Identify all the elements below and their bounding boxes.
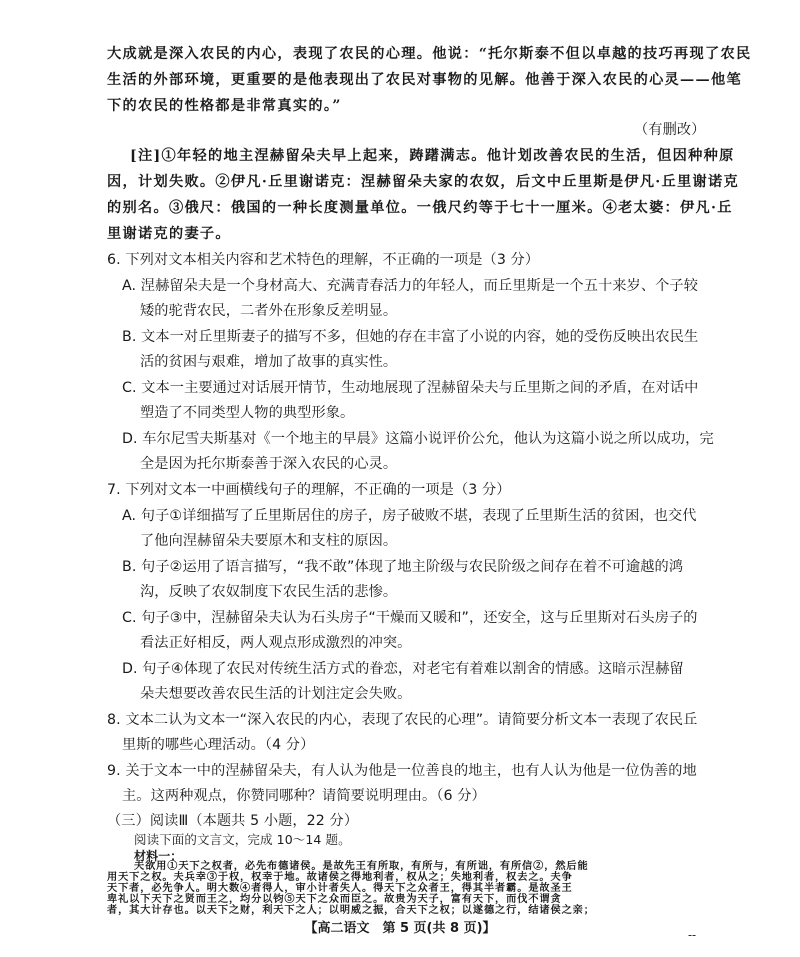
q6-option-d-cont: 全是因为托尔斯泰善于深入农民的心灵。 — [140, 456, 398, 472]
intro-line-3: 下的农民的性格都是非常真实的。” — [107, 98, 342, 114]
q6-option-b-cont: 活的贫困与艰难，增加了故事的真实性。 — [140, 354, 398, 370]
q6-option-d: D. 车尔尼雪夫斯基对《一个地主的早晨》这篇小说评价公允，他认为这篇小说之所以成功，完 — [122, 431, 714, 447]
q7-option-b: B. 句子②运用了语言描写，“我不敢”体现了地主阶级与农民阶级之间存在着不可逾越的鸿 — [122, 559, 684, 575]
classical-line-2: 用天下之权。夫兵幸③于权，权幸于地。故诸侯之得地利者，权从之；失地利者，权去之。夫争 — [107, 871, 573, 883]
q8-line-1: 8. 文本二认为文本一“深入农民的内心，表现了农民的心理”。请简要分析文本一表现了农民丘 — [107, 712, 698, 728]
q7-option-d-cont: 朵夫想要改善农民生活的计划注定会失败。 — [140, 686, 412, 702]
q6-option-b: B. 文本一对丘里斯妻子的描写不多，但她的存在丰富了小说的内容，她的受伤反映出农民生 — [122, 329, 699, 345]
q7-option-d: D. 句子④体现了农民对传统生活方式的眷恋，对老宅有着难以割舍的情感。这暗示涅赫留 — [122, 661, 684, 677]
q7-option-c-cont: 看法正好相反，两人观点形成激烈的冲突。 — [140, 635, 412, 651]
classical-line-1: 夫欲用①天下之权者，必先布德诸侯。是故先王有所取，有所与，有所诎，有所信②，然后能 — [134, 860, 589, 872]
section3-instruction: 阅读下面的文言文，完成 10～14 题。 — [134, 832, 351, 847]
note-line-4: 里谢诺克的妻子。 — [107, 226, 231, 242]
q7-option-b-cont: 沟，反映了农奴制度下农民生活的悲惨。 — [140, 584, 398, 600]
intro-line-2: 生活的外部环境，更重要的是他表现出了农民对事物的见解。他善于深入农民的心灵——他笔 — [107, 72, 742, 88]
q7-stem: 7. 下列对文本一中画横线句子的理解，不正确的一项是（3 分） — [107, 482, 511, 498]
classical-line-4: 卑礼以下天下之贤而王之，均分以钧⑤天下之众而臣之。故贵为天子，富有天下，而伐不谓贪 — [107, 893, 562, 905]
q7-option-a-cont: 了他向涅赫留朵夫要原木和支柱的原因。 — [140, 533, 398, 549]
classical-line-5: 者，其大计存也。以天下之财，利天下之人；以明威之振，合天下之权；以遂德之行，结诸侯之亲； — [107, 904, 595, 916]
page-footer: 【高二语文 第 5 页(共 8 页)】 — [304, 921, 496, 936]
q6-option-a-cont: 矮的驼背农民，二者外在形象反差明显。 — [140, 303, 398, 319]
q8-line-2: 里斯的哪些心理活动。（4 分） — [122, 737, 315, 753]
source-note: （有删改） — [634, 122, 706, 138]
corner-mark: -- — [688, 928, 697, 942]
q6-option-c: C. 文本一主要通过对话展开情节，生动地展现了涅赫留朵夫与丘里斯之间的矛盾，在对话中 — [122, 380, 699, 396]
q9-line-1: 9. 关于文本一中的涅赫留朵夫，有人认为他是一位善良的地主，也有人认为他是一位伪善的地 — [107, 763, 697, 779]
material-label: 材料一： — [134, 849, 183, 863]
classical-line-3: 天下者，必先争人。明大数④者得人，审小计者失人。得天下之众者王，得其半者霸。是故圣王 — [107, 882, 573, 894]
q6-stem: 6. 下列对文本相关内容和艺术特色的理解，不正确的一项是（3 分） — [107, 252, 540, 268]
intro-line-1: 大成就是深入农民的内心，表现了农民的心理。他说：“托尔斯泰不但以卓越的技巧再现了农民 — [107, 46, 752, 62]
q7-option-c: C. 句子③中，涅赫留朵夫认为石头房子“干燥而又暖和”，还安全，这与丘里斯对石头房子的 — [122, 610, 698, 626]
q6-option-a: A. 涅赫留朵夫是一个身材高大、充满青春活力的年轻人，而丘里斯是一个五十来岁、个子较 — [122, 278, 698, 294]
section3-heading: （三）阅读Ⅲ（本题共 5 小题，22 分） — [107, 813, 359, 829]
note-line-3: 的别名。③俄尺：俄国的一种长度测量单位。一俄尺约等于七十一厘米。④老太婆：伊凡·丘 — [107, 200, 733, 216]
q6-option-c-cont: 塑造了不同类型人物的典型形象。 — [140, 405, 355, 421]
note-line-1: [注]①年轻的地主涅赫留朵夫早上起来，踌躇满志。他计划改善农民的生活，但因种种原 — [130, 148, 735, 164]
note-line-2: 因，计划失败。②伊凡·丘里谢诺克：涅赫留朵夫家的农奴，后文中丘里斯是伊凡·丘里谢诺克 — [107, 174, 739, 190]
q7-option-a: A. 句子①详细描写了丘里斯居住的房子，房子破败不堪，表现了丘里斯生活的贫困，也交代 — [122, 508, 697, 524]
q9-line-2: 主。这两种观点，你赞同哪种？请简要说明理由。（6 分） — [122, 788, 486, 804]
